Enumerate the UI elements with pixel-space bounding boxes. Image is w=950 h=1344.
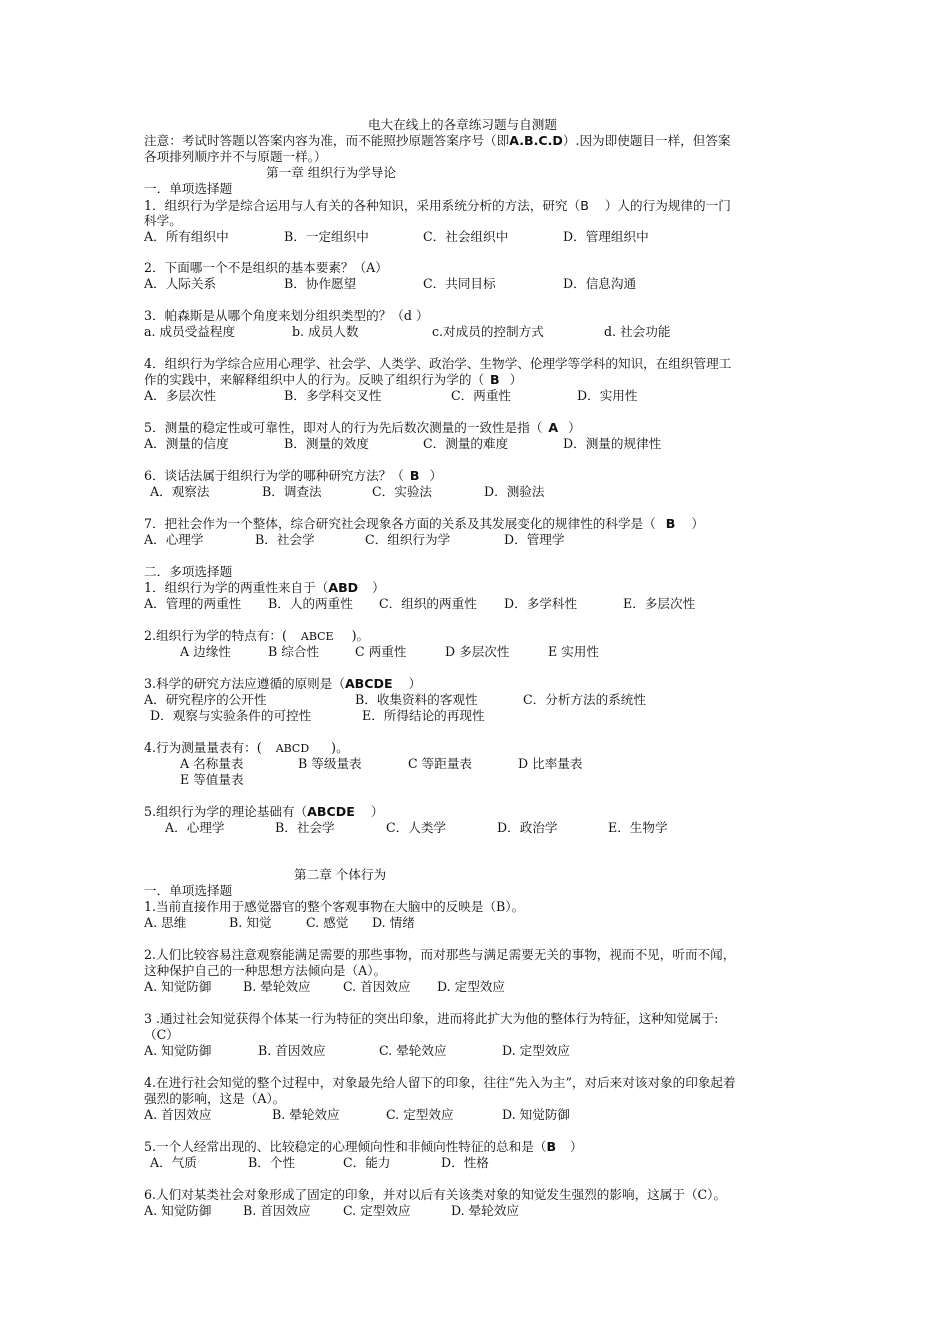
option: A．人际关系 <box>144 276 217 291</box>
option: D．测验法 <box>484 484 545 499</box>
option: B．一定组织中 <box>284 229 369 244</box>
option: A. 首因效应 <box>144 1107 212 1122</box>
option: A．心理学 <box>144 532 204 547</box>
option: B. 晕轮效应 <box>272 1107 340 1122</box>
question-text: 1．组织行为学是综合运用与人有关的各种知识，采用系统分析的方法，研究（B ）人的行为规律的一门 <box>144 198 731 213</box>
option: D. 知觉防御 <box>502 1107 571 1122</box>
question-text: 这种保护自己的一种思想方法倾向是（A）。 <box>144 963 387 978</box>
chapter-1-heading: 第一章 组织行为学导论 <box>266 165 396 180</box>
question-text: 2．下面哪一个不是组织的基本要素？（A） <box>144 260 388 275</box>
question-text: 3．帕森斯是从哪个角度来划分组织类型的？（d ） <box>144 308 429 323</box>
option: D．性格 <box>441 1155 489 1170</box>
option: B．人的两重性 <box>268 596 353 611</box>
question-text: 作的实践中，来解释组织中人的行为。反映了组织行为学的（ B ） <box>144 372 523 387</box>
option: A. 思维 <box>144 915 187 930</box>
option: B．个性 <box>248 1155 296 1170</box>
option: D. 晕轮效应 <box>451 1203 520 1218</box>
option: B. 首因效应 <box>258 1043 326 1058</box>
option: B 综合性 <box>268 644 320 659</box>
option: D 多层次性 <box>445 644 510 659</box>
option: C. 定型效应 <box>386 1107 454 1122</box>
option: d. 社会功能 <box>604 324 671 339</box>
option: B. 知觉 <box>229 915 272 930</box>
option: D 比率量表 <box>518 756 583 771</box>
option: A．气质 <box>150 1155 197 1170</box>
option: A．多层次性 <box>144 388 217 403</box>
option: D．管理组织中 <box>563 229 649 244</box>
question-text: 强烈的影响，这是（A）。 <box>144 1091 286 1106</box>
option: B．调查法 <box>262 484 322 499</box>
option: A 边缘性 <box>180 644 231 659</box>
notice-line-2: 各项排列顺序并不与原题一样。） <box>144 149 327 164</box>
question-text: 5.组织行为学的理论基础有（ABCDE ） <box>144 804 384 819</box>
option: A．观察法 <box>150 484 210 499</box>
question-text: 3 .通过社会知觉获得个体某一行为特征的突出印象，进而将此扩大为他的整体行为特征，这种知觉属于: <box>144 1011 719 1026</box>
section-single-choice: 一．单项选择题 <box>144 883 233 898</box>
option: A. 知觉防御 <box>144 1043 212 1058</box>
option: C．人类学 <box>386 820 447 835</box>
question-text: 1．组织行为学的两重性来自于（ABD ） <box>144 580 385 595</box>
option: B．测量的效度 <box>284 436 369 451</box>
question-text: 4．组织行为学综合应用心理学、社会学、人类学、政治学、生物学、伦理学等学科的知识，在组织管理工 <box>144 356 732 371</box>
option: E．所得结论的再现性 <box>362 708 485 723</box>
option: A．管理的两重性 <box>144 596 242 611</box>
option: C. 感觉 <box>306 915 349 930</box>
question-text: 1.当前直接作用于感觉器官的整个客观事物在大脑中的反映是（B）。 <box>144 899 525 914</box>
option: B. 晕轮效应 <box>243 979 311 994</box>
option: D．多学科性 <box>504 596 578 611</box>
question-text: 6.人们对某类社会对象形成了固定的印象，并对以后有关该类对象的知觉发生强烈的影响，这属于（C）。 <box>144 1187 727 1202</box>
option: C. 晕轮效应 <box>379 1043 447 1058</box>
option: B．协作愿望 <box>284 276 357 291</box>
option: D. 情绪 <box>372 915 415 930</box>
section-single-choice: 一．单项选择题 <box>144 181 233 196</box>
option: C．两重性 <box>451 388 512 403</box>
option: E．生物学 <box>608 820 668 835</box>
question-text: 7．把社会作为一个整体，综合研究社会现象各方面的关系及其发展变化的规律性的科学是（ B ） <box>144 516 704 531</box>
option: C．分析方法的系统性 <box>523 692 646 707</box>
option: A．心理学 <box>165 820 225 835</box>
option: C 等距量表 <box>408 756 473 771</box>
question-text: 3.科学的研究方法应遵循的原则是（ABCDE ） <box>144 676 422 691</box>
option: A．研究程序的公开性 <box>144 692 267 707</box>
option: C．能力 <box>343 1155 391 1170</box>
option: C．组织的两重性 <box>379 596 477 611</box>
question-text: 2.人们比较容易注意观察能满足需要的那些事物，而对那些与满足需要无关的事物，视而不见，听而不闻， <box>144 947 736 962</box>
option: C. 首因效应 <box>343 979 411 994</box>
document-title: 电大在线上的各章练习题与自测题 <box>368 117 557 132</box>
option: D．政治学 <box>497 820 558 835</box>
option: C. 定型效应 <box>343 1203 411 1218</box>
option: A．所有组织中 <box>144 229 229 244</box>
option: D．信息沟通 <box>563 276 637 291</box>
option: B 等级量表 <box>298 756 362 771</box>
option: E 等值量表 <box>180 772 244 787</box>
question-text: （C） <box>144 1027 179 1042</box>
option: D．测量的规律性 <box>563 436 662 451</box>
option: A 名称量表 <box>180 756 244 771</box>
option: E 实用性 <box>548 644 599 659</box>
option: D. 定型效应 <box>502 1043 571 1058</box>
option: A. 知觉防御 <box>144 979 212 994</box>
option: E．多层次性 <box>623 596 696 611</box>
option: A．测量的信度 <box>144 436 229 451</box>
notice-line-1: 注意：考试时答题以答案内容为准，而不能照抄原题答案序号（即A.B.C.D）.因为即使题目一样，但答案 <box>144 133 731 148</box>
option: D．观察与实验条件的可控性 <box>150 708 312 723</box>
option: B．社会学 <box>255 532 315 547</box>
option: C．共同目标 <box>423 276 496 291</box>
question-text: 科学。 <box>144 213 182 228</box>
option: c.对成员的控制方式 <box>432 324 544 339</box>
option: D. 定型效应 <box>437 979 506 994</box>
section-multiple-choice: 二．多项选择题 <box>144 564 233 579</box>
question-text: 5.一个人经常出现的、比较稳定的心理倾向性和非倾向性特征的总和是（B ） <box>144 1139 583 1154</box>
option: C．实验法 <box>372 484 433 499</box>
option: B．社会学 <box>275 820 335 835</box>
option: B．多学科交叉性 <box>284 388 382 403</box>
option: D．管理学 <box>504 532 565 547</box>
option: C．测量的难度 <box>423 436 509 451</box>
option: b. 成员人数 <box>292 324 359 339</box>
option: B. 首因效应 <box>243 1203 311 1218</box>
option: C．社会组织中 <box>423 229 509 244</box>
chapter-2-heading: 第二章 个体行为 <box>294 867 387 882</box>
question-text: 6．谈话法属于组织行为学的哪种研究方法？（ B ） <box>144 468 443 483</box>
option: B．收集资料的客观性 <box>355 692 478 707</box>
option: C．组织行为学 <box>365 532 451 547</box>
option: A. 知觉防御 <box>144 1203 212 1218</box>
question-text: 5．测量的稳定性或可靠性，即对人的行为先后数次测量的一致性是指（ A ） <box>144 420 581 435</box>
option: C 两重性 <box>355 644 407 659</box>
question-text: 4.在进行社会知觉的整个过程中，对象最先给人留下的印象，往往“先入为主”，对后来对该对象的印象起着 <box>144 1075 736 1090</box>
option: a. 成员受益程度 <box>144 324 236 339</box>
question-text: 2.组织行为学的特点有：( ABCE )。 <box>144 628 370 643</box>
option: D．实用性 <box>577 388 638 403</box>
question-text: 4.行为测量量表有：( ABCD )。 <box>144 740 349 755</box>
